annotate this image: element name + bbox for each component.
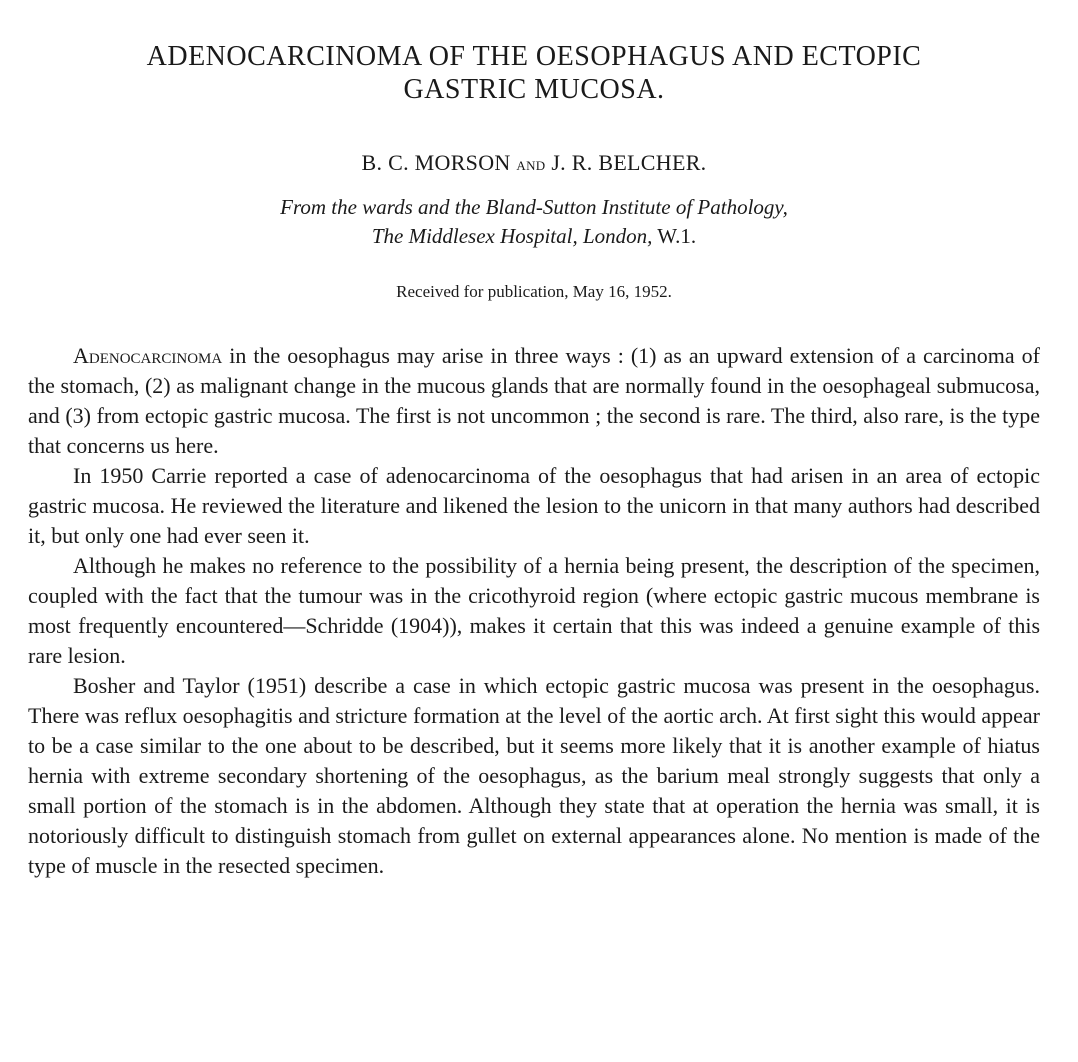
paragraph-2: In 1950 Carrie reported a case of adenocarcinoma of the oesophagus that had arisen in an area of ectopic gastric mucosa. He reviewed the literature and likened the lesion to the unicorn in that many authors had described it, but only one had ever seen it. [28,463,1040,548]
author-belcher: J. R. BELCHER. [551,150,707,175]
paragraph-1-text: in the oesophagus may arise in three ways : (1) as an upward extension of a carcinoma of the stomach, (2) as malignant change in the mucous glands that are normally found in the oesophageal submucosa, and (3) from ectopic gastric mucosa. The first is not uncommon ; the second is rare. The third, also rare, is the type that concerns us here. [28,343,1040,458]
article-body [28,341,1040,881]
affiliation-line-1: From the wards and the Bland-Sutton Institute of Pathology, [280,195,788,219]
title-line-2: GASTRIC MUCOSA. [403,74,665,105]
author-morson: B. C. MORSON [361,150,511,175]
affiliation-postcode: W.1. [652,224,697,248]
author-line [28,150,1040,177]
paragraph-1 [28,341,1040,461]
paragraph-3: Although he makes no reference to the possibility of a hernia being present, the description of the specimen, coupled with the fact that the tumour was in the cricothyroid region (where ectopic gastric mucous membrane is most frequently encountered—Schridde (1904)), makes it certain that this was indeed a genuine example of this rare lesion. [28,553,1040,668]
paper-title [28,40,1040,106]
paragraph-1-lead: Adenocarcinoma [73,343,223,368]
affiliation [28,193,1040,251]
paragraph-4: Bosher and Taylor (1951) describe a case in which ectopic gastric mucosa was present in the oesophagus. There was reflux oesophagitis and stricture formation at the level of the aortic arch. At first sight this would appear to be a case similar to the one about to be described, but it seems more likely that it is another example of hiatus hernia with extreme secondary shortening of the oesophagus, as the barium meal strongly suggests that only a small portion of the stomach is in the abdomen. Although they state that at operation the hernia was small, it is notoriously difficult to distinguish stomach from gullet on external appearances alone. No mention is made of the type of muscle in the resected specimen. [28,673,1040,878]
received-date: Received for publication, May 16, 1952. [396,282,672,301]
affiliation-line-2: The Middlesex Hospital, London, [371,224,653,248]
title-line-1: ADENOCARCINOMA OF THE OESOPHAGUS AND ECTOPIC [146,41,922,72]
paper-page [28,40,1040,881]
author-conjunction: and [516,154,546,174]
